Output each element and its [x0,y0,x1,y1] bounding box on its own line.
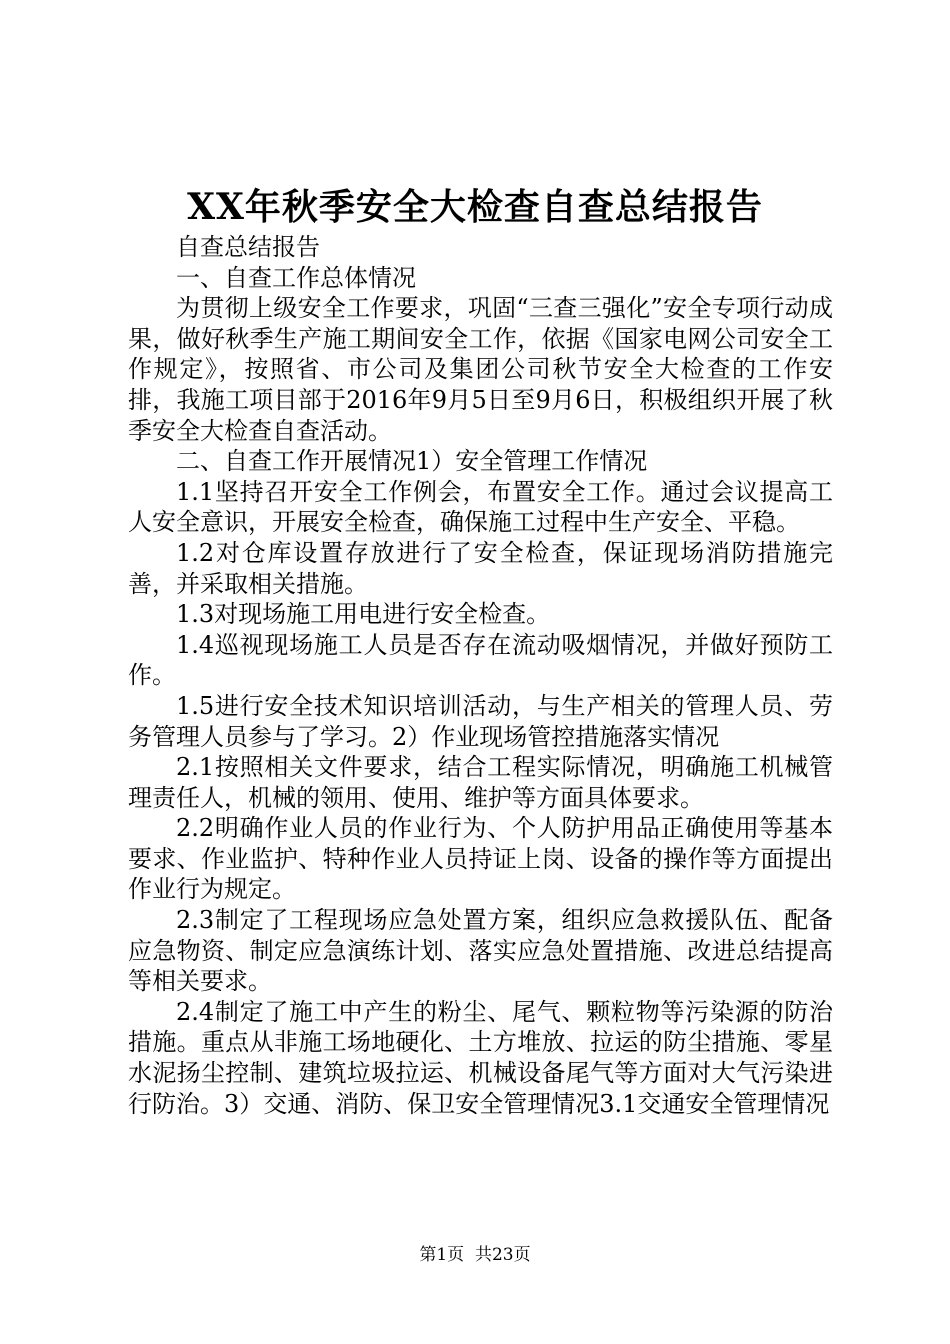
paragraph-item-2-2: 2.2明确作业人员的作业行为、个人防护用品正确使用等基本要求、作业监护、特种作业人员持证上岗、设备的操作等方面提出作业行为规定。 [128,814,833,904]
paragraph-item-1-3: 1.3对现场施工用电进行安全检查。 [176,600,551,629]
section-heading-progress: 二、自查工作开展情况1）安全管理工作情况 [176,447,648,476]
document-body [128,232,833,1119]
paragraph-item-1-2: 1.2对仓库设置存放进行了安全检查，保证现场消防措施完善，并采取相关措施。 [128,538,833,598]
paragraph-item-2-3: 2.3制定了工程现场应急处置方案，组织应急救援队伍、配备应急物资、制定应急演练计划、落实应急处置措施、改进总结提高等相关要求。 [128,906,833,996]
page-number-footer: 第1页 共23页 [419,1245,531,1265]
paragraph-item-1-1: 1.1坚持召开安全工作例会，布置安全工作。通过会议提高工人安全意识，开展安全检查，确保施工过程中生产安全、平稳。 [128,477,833,537]
section-heading-summary: 自查总结报告 [176,233,320,261]
paragraph-item-1-4: 1.4巡视现场施工人员是否存在流动吸烟情况，并做好预防工作。 [128,630,833,690]
paragraph-item-1-5: 1.5进行安全技术知识培训活动，与生产相关的管理人员、劳务管理人员参与了学习。2）作业现场管控措施落实情况 [128,691,833,751]
document-title: XX年秋季安全大检查自查总结报告 [187,186,763,228]
section-heading-overview: 一、自查工作总体情况 [176,263,416,292]
paragraph-item-2-4: 2.4制定了施工中产生的粉尘、尾气、颗粒物等污染源的防治措施。重点从非施工场地硬化、土方堆放、拉运的防尘措施、零星水泥扬尘控制、建筑垃圾拉运、机械设备尾气等方面对大气污染进行防治。3）交通、消防、保卫安全管理情况3.1交通安全管理情况 [128,997,833,1118]
paragraph-item-2-1: 2.1按照相关文件要求，结合工程实际情况，明确施工机械管理责任人，机械的领用、使用、维护等方面具体要求。 [128,753,833,812]
paragraph-overview: 为贯彻上级安全工作要求，巩固“三查三强化”安全专项行动成果，做好秋季生产施工期间安全工作，依据《国家电网公司安全工作规定》，按照省、市公司及集团公司秋节安全大检查的工作安排，我施工项目部于2016年9月5日至9月6日，积极组织开展了秋季安全大检查自查活动。 [128,294,833,445]
